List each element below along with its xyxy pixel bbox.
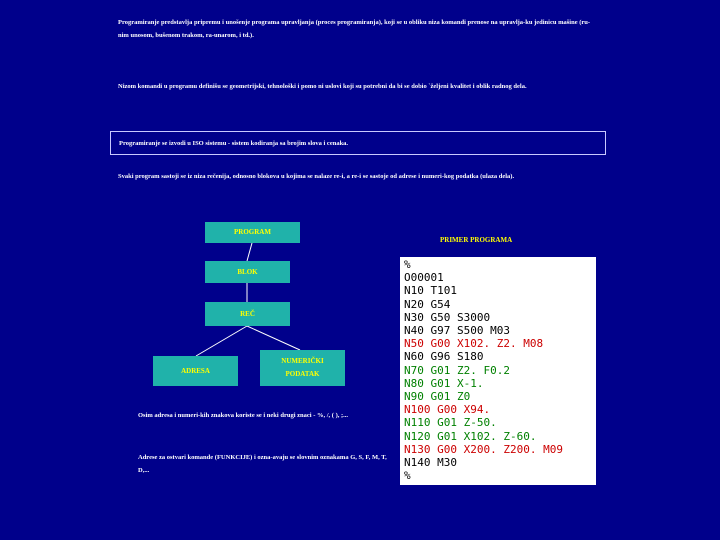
program-line: N100 G00 X94.: [404, 403, 491, 417]
program-line: N70 G01 Z2. F0.2: [404, 363, 510, 377]
program-line: N20 G54: [404, 297, 451, 311]
program-line: N30 G50 S3000: [404, 310, 491, 324]
numericki-label: NUMERIČKI: [281, 357, 324, 365]
example-title: PRIMER PROGRAMA: [440, 236, 513, 244]
numericki-podatak-box: [260, 350, 345, 386]
functions-note: Adrese za ostvari komande (FUNKCIJE) i ozna-avaju se slovnim oznakama G, S, F, M, T, D,...: [138, 454, 387, 474]
program-line: N90 G01 Z0: [404, 390, 471, 403]
adresa-box: ADRESA: [153, 356, 238, 386]
commands-paragraph: Nizom komandi u programu definišu se geometrijski, tehnološki i pomo ni uslovi koji su potrebni da bi se dobio `željeni kvalitet i oblik radnog dela.: [118, 83, 527, 90]
connector-rec-numericki: [247, 326, 300, 350]
program-line: %: [404, 258, 411, 271]
blok-box: BLOK: [205, 261, 290, 283]
structure-paragraph: Svaki program sastoji se iz niza rečenija, odnosno blokova u kojima se nalaze re-i, a re-i se sastoje od adrese i numeri-kog podatka (ulaza dela).: [118, 173, 515, 180]
program-line: N110 G01 Z-50.: [404, 416, 497, 430]
program-line: N40 G97 S500 M03: [404, 324, 510, 337]
connector-program-blok: [247, 243, 252, 261]
connector-rec-adresa: [196, 326, 247, 356]
program-line: N60 G96 S180: [404, 350, 484, 364]
program-line: N140 M30: [404, 456, 457, 469]
program-box: PROGRAM: [205, 222, 300, 243]
program-line: N10 T101: [404, 284, 457, 298]
example-program-listing: [400, 257, 596, 485]
rec-box: REČ: [205, 302, 290, 326]
program-line: N130 G00 X200. Z200. M09: [404, 442, 563, 456]
symbols-note: Osim adresa i numeri-kih znakova koriste se i neki drugi znaci - %, /, ( ), ;...: [138, 412, 349, 419]
program-line: N120 G01 X102. Z-60.: [404, 429, 537, 443]
program-line: O00001: [404, 271, 444, 285]
program-line: N80 G01 X-1.: [404, 376, 484, 390]
intro-paragraph: Programiranje predstavlja pripremu i unošenje programa upravljanja (proces programiranja), koji se u obliku niza komandi prenose na upravlja-ku jedinicu mašine (ru-nim unosom, bušenom trakom, ra-unarom, i td.).: [118, 19, 591, 39]
podatak-label: PODATAK: [285, 370, 320, 378]
iso-paragraph: Programiranje se izvodi u ISO sistemu - sistem kodiranja sa brojim slova i cenaka.: [119, 140, 349, 147]
program-line: %: [404, 469, 411, 483]
program-line: N50 G00 X102. Z2. M08: [404, 337, 544, 351]
